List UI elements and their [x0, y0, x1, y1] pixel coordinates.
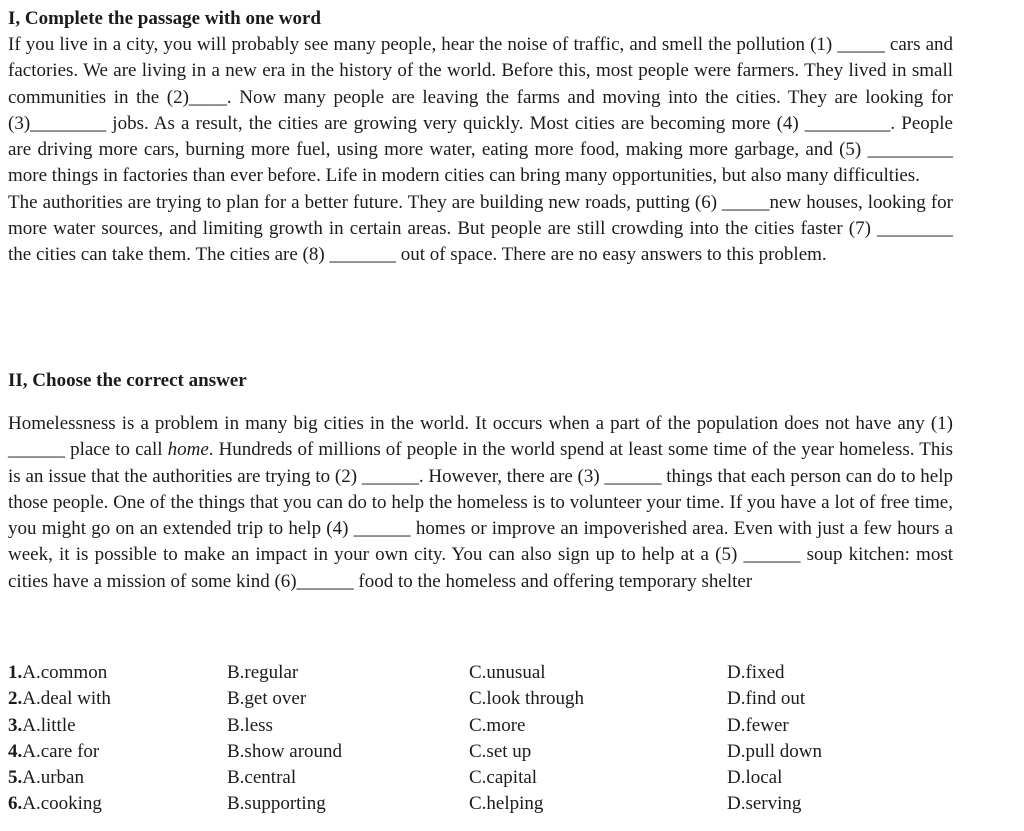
answer-options: [8, 660, 953, 818]
option-a-text: A.urban: [22, 767, 84, 789]
option-b[interactable]: B.less: [227, 714, 273, 736]
question-row: [8, 713, 953, 739]
option-a-text: A.common: [22, 662, 108, 683]
question-number: 5.: [8, 767, 23, 789]
section-1-title: I, Complete the passage with one word: [8, 8, 321, 29]
option-d[interactable]: D.pull down: [727, 740, 822, 762]
option-c[interactable]: C.more: [469, 714, 526, 736]
question-row: [8, 791, 953, 817]
question-row: [8, 739, 953, 765]
option-b[interactable]: B.central: [227, 767, 297, 789]
option-c[interactable]: C.capital: [469, 767, 538, 789]
option-a[interactable]: [8, 791, 102, 817]
option-a[interactable]: [8, 660, 107, 686]
option-b[interactable]: B.regular: [227, 662, 299, 683]
section-2-title: II, Choose the correct answer: [8, 370, 247, 391]
paragraph-text-part-1: Homelessness is a problem in many big cities in the world. It occurs when a part of the population does not have any (1) ______ place to call: [8, 413, 953, 461]
option-a-text: A.cooking: [22, 793, 102, 815]
option-a[interactable]: [8, 713, 76, 739]
section-2-paragraph: [8, 411, 953, 595]
option-c[interactable]: C.helping: [469, 793, 544, 815]
section-1-paragraph-2: The authorities are trying to plan for a better future. They are building new roads, putting (6) _____new houses, looking for more water sources, and limiting growth in certain areas. But people are still crowding into the cities faster (7) ________ the cities can take them. The cities are (8) _______ out of space. There are no easy answers to this problem.: [8, 191, 953, 266]
section-1: [8, 6, 953, 269]
question-row: [8, 660, 953, 686]
option-d[interactable]: D.fixed: [727, 662, 785, 683]
option-c[interactable]: C.look through: [469, 688, 585, 710]
option-d[interactable]: D.fewer: [727, 714, 789, 736]
option-d[interactable]: D.find out: [727, 688, 806, 710]
question-number: 3.: [8, 714, 23, 736]
question-number: 6.: [8, 793, 23, 815]
question-row: [8, 686, 953, 712]
option-d[interactable]: D.local: [727, 767, 783, 789]
section-1-paragraph-1: If you live in a city, you will probably see many people, hear the noise of traffic, and smell the pollution (1) _____ cars and factories. We are living in a new era in the history of the world. Before this, most people were farmers. They lived in small communities in the (2)____. Now many people are leaving the farms and moving into the cities. They are looking for (3)________ jobs. As a result, the cities are growing very quickly. Most cities are becoming more (4) _________. People are driving more cars, burning more fuel, using more water, eating more food, making more garbage, and (5) _________ more things in factories than ever before. Life in modern cities can bring many opportunities, but also many difficulties.: [8, 34, 953, 187]
paragraph-text-part-2: . Hundreds of millions of people in the world spend at least some time of the year homeless. This is an issue that the authorities are trying to (2) ______. However, there are (3) ______ things that each person can do to help those people. One of the things that you can do to help the homeless is to volunteer your time. If you have a lot of free time, you might go on an extended trip to help (4) ______ homes or improve an impoverished area. Even with just a few hours a week, it is possible to make an impact in your own city. You can also sign up to help at a (5) ______ soup kitchen: most cities have a mission of some kind (6)______ food to the homeless and offering temporary shelter: [8, 439, 953, 592]
option-a[interactable]: [8, 686, 111, 712]
option-a[interactable]: [8, 739, 99, 765]
question-number: 1.: [8, 662, 23, 683]
section-2: [8, 411, 953, 595]
option-a-text: A.deal with: [22, 688, 111, 710]
option-a-text: A.care for: [22, 740, 100, 762]
option-b[interactable]: B.get over: [227, 688, 307, 710]
question-number: 4.: [8, 740, 23, 762]
option-c[interactable]: C.set up: [469, 740, 532, 762]
option-a-text: A.little: [22, 714, 76, 736]
option-b[interactable]: B.show around: [227, 740, 343, 762]
question-row: [8, 765, 953, 791]
paragraph-italic-word: home: [167, 439, 209, 461]
option-a[interactable]: [8, 765, 84, 791]
question-number: 2.: [8, 688, 23, 710]
option-c[interactable]: C.unusual: [469, 662, 546, 683]
option-d[interactable]: D.serving: [727, 793, 802, 815]
option-b[interactable]: B.supporting: [227, 793, 326, 815]
